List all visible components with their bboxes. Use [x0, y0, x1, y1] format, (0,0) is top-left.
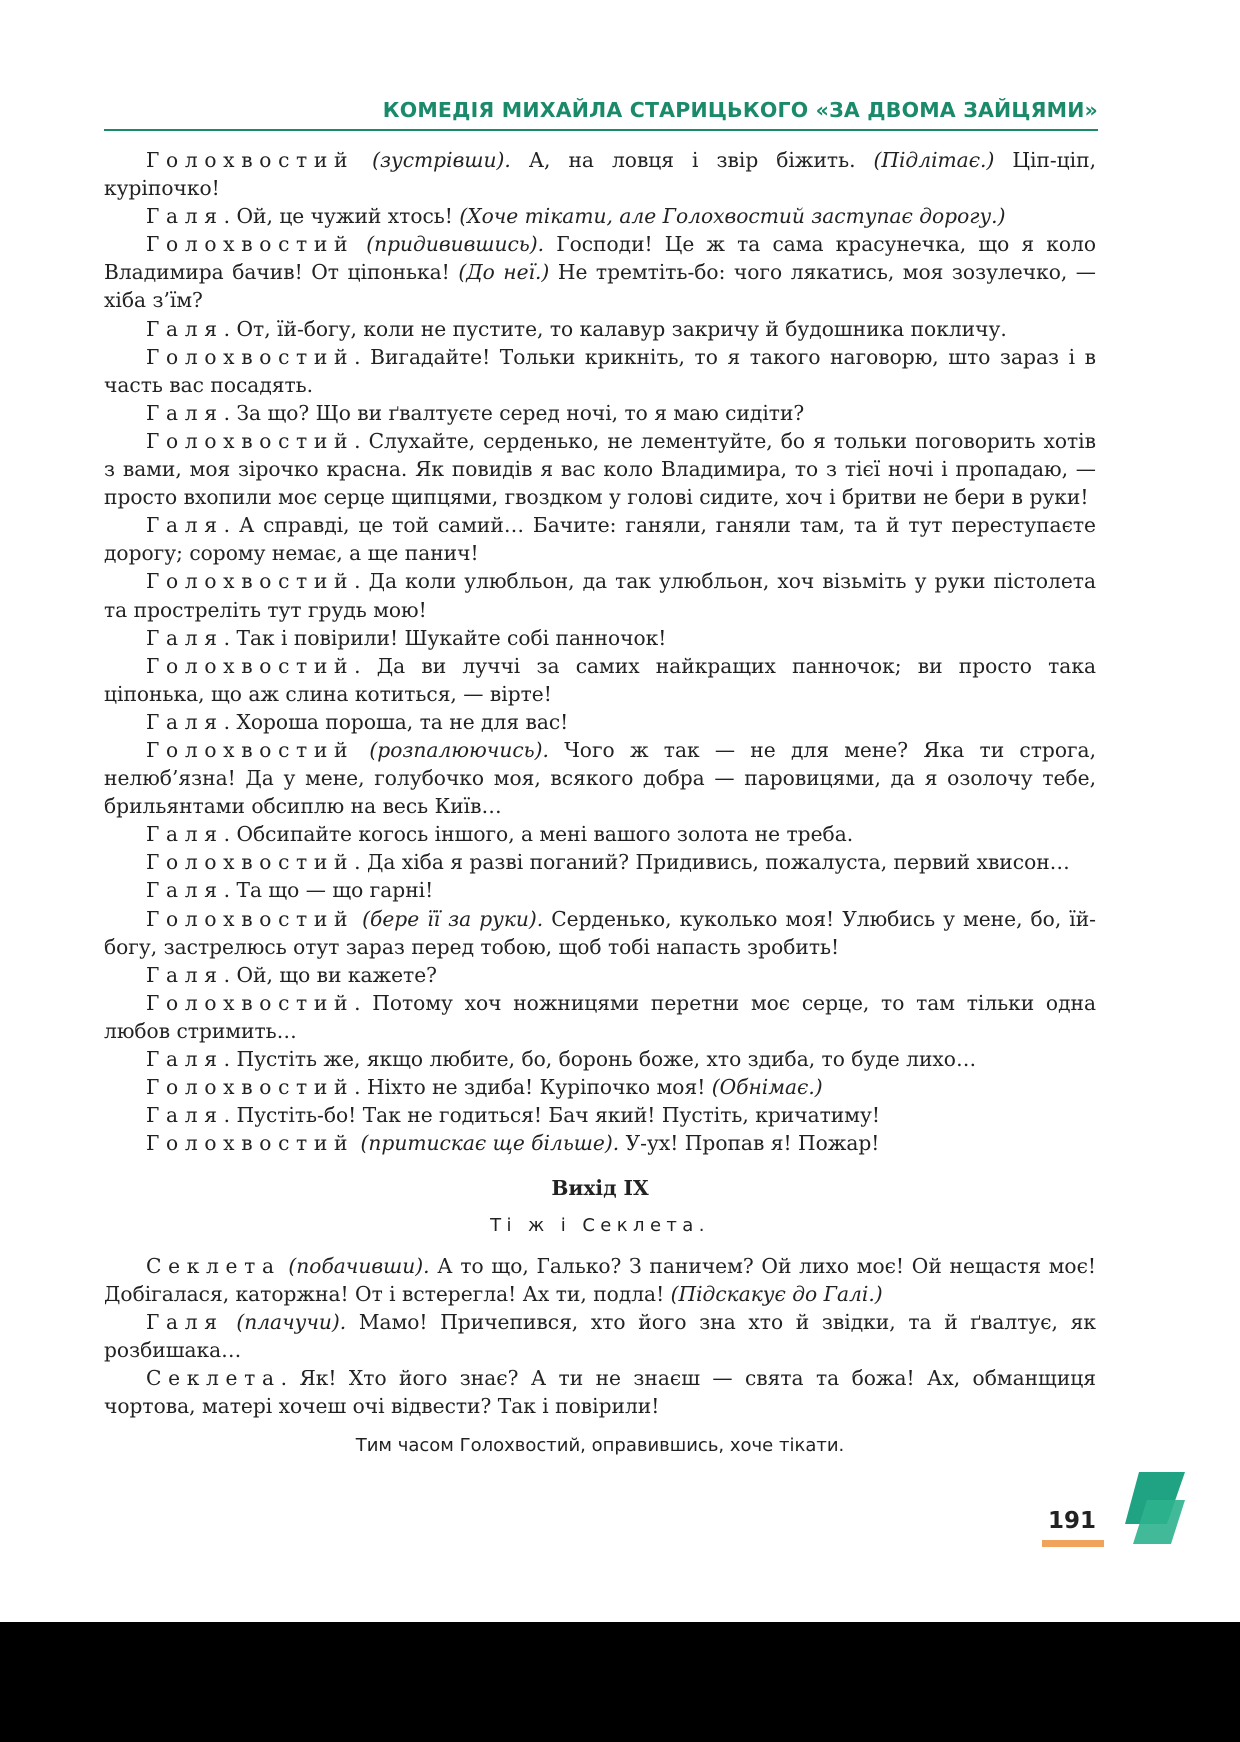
stage-remark: (Обнімає.) — [711, 1075, 823, 1100]
scene-title: Вихід IX — [551, 1176, 649, 1201]
dialogue-line — [104, 624, 1096, 652]
speaker-name: Секлета — [146, 1253, 281, 1278]
speaker-name: Галя — [146, 316, 224, 341]
line-text: . Ой, це чужий хтось! — [223, 204, 460, 229]
dialogue-line — [104, 343, 1096, 399]
stage-remark: (Хоче тікати, але Голохвостий заступає дорогу.) — [459, 204, 1006, 229]
dialogue-line — [104, 230, 1096, 314]
speaker-name: Голохвостий — [146, 148, 355, 172]
speaker-name: Галя — [146, 400, 224, 425]
stage-remark: (плачучи). — [236, 1309, 347, 1334]
dialogue-line — [104, 848, 1096, 876]
line-text: . Обсипайте когось іншого, а мені вашого золота не треба. — [223, 822, 854, 847]
speaker-name: Голохвостий — [146, 344, 355, 369]
speaker-name: Галя — [146, 962, 224, 987]
speaker-name: Галя — [146, 1047, 224, 1071]
line-text: Серденько, куколько моя! Улюбись у мене, бо, їй-богу, застрелюсь отут зараз перед тобою, щоб тобі напасть зробить! — [104, 906, 1096, 959]
dialogue-line — [104, 820, 1096, 848]
speaker-name: Галя — [146, 822, 224, 847]
dialogue-line — [104, 202, 1096, 230]
line-text: Ціп-ціп, куріпочко! — [104, 148, 1096, 201]
speaker-name: Голохвостий — [146, 653, 355, 678]
speaker-name: Галя — [146, 1309, 224, 1334]
line-text: . Да коли улюбльон, да так улюбльон, хоч візьміть у руки пістолета та простреліть тут грудь мою! — [104, 569, 1096, 622]
speaker-name: Голохвостий — [146, 737, 355, 762]
line-text: . Вигадайте! Тольки крикніть, то я такого наговорю, што зараз і в часть вас посадять. — [104, 344, 1096, 397]
line-text: Не тремтіть-бо: чого лякатись, моя зозулечко, — хіба з’їм? — [104, 260, 1096, 313]
dialogue-line — [104, 1073, 1096, 1101]
dialogue-line — [104, 876, 1096, 904]
dialogue-line — [104, 427, 1096, 511]
stage-remark: (зустрівши). — [372, 148, 511, 172]
dialogue-line — [104, 989, 1096, 1045]
speaker-name: Галя — [146, 709, 224, 734]
line-text: . Слухайте, серденько, не лементуйте, бо я тольки поговорить хотів з вами, моя зірочко красна. Як повидів я вас коло Владимира, то з тієї ночі і пропадаю, — просто вхопили моє серце щипцями, гвоздком у голові сидите, хоч і бритви не бери в руки! — [104, 428, 1096, 510]
line-text: А, на ловця і звір біжить. — [510, 148, 874, 172]
line-text: Чого ж так — не для мене? Яка ти строга, нелюб’язна! Да у мене, голубочко моя, всякого добра — паровицями, да я озолочу тебе, брильянтами обсиплю на весь Київ… — [104, 737, 1096, 819]
page-number: 191 — [1047, 1508, 1096, 1534]
speaker-name: Галя — [146, 878, 224, 903]
play-text — [104, 146, 1096, 1460]
line-text: . Пустіть же, якщо любите, бо, боронь боже, хто здиба, то буде лихо… — [223, 1047, 977, 1071]
line-text: . За що? Що ви ґвалтуєте серед ночі, то я маю сидіти? — [223, 400, 805, 425]
speaker-name: Галя — [146, 625, 224, 650]
speaker-name: Голохвостий — [146, 428, 355, 453]
scene-cast: Ті ж і Секлета. — [490, 1215, 710, 1237]
dialogue-line — [104, 567, 1096, 623]
dialogue-line — [104, 399, 1096, 427]
line-text: . От, їй-богу, коли не пустите, то калавур закричу й будошника покличу. — [223, 316, 1007, 341]
dialogue-line — [104, 315, 1096, 343]
stage-remark: (розпалюючись). — [369, 737, 549, 762]
speaker-name: Галя — [146, 513, 224, 538]
line-text: . Да ви луччі за самих найкращих панночок; ви просто така ціпонька, що аж слина котиться, — вірте! — [104, 653, 1096, 706]
running-header: КОМЕДІЯ МИХАЙЛА СТАРИЦЬКОГО «ЗА ДВОМА ЗАЙЦЯМИ» — [382, 98, 1098, 122]
line-text: . Як! Хто його знає? А ти не знаєш — свята та божа! Ах, обманщиця чортова, матері хочеш очі відвести? Так і повірили! — [104, 1365, 1096, 1419]
stage-direction: Тим часом Голохвостий, оправившись, хоче тікати. — [355, 1435, 845, 1457]
corner-decoration-shape — [1125, 1472, 1185, 1552]
line-text: . Ніхто не здиба! Куріпочко моя! — [354, 1075, 712, 1100]
stage-remark: (притискає ще більше). — [360, 1131, 620, 1156]
dialogue-line — [104, 652, 1096, 708]
dialogue-line — [104, 708, 1096, 736]
stage-remark: (До неї.) — [458, 260, 550, 285]
line-text: Господи! Це ж та сама красунечка, що я коло Владимира бачив! От ціпонька! — [104, 232, 1096, 285]
stage-remark: (придивившись). — [366, 232, 545, 257]
line-text: . Да хіба я разві поганий? Придивись, пожалуста, первий хвисон… — [354, 850, 1070, 875]
speaker-name: Голохвостий — [146, 990, 355, 1015]
line-text: . Так і повірили! Шукайте собі панночок! — [223, 625, 667, 650]
line-text: . Потому хоч ножницями перетни моє серце, то там тільки одна любов стримить… — [104, 990, 1096, 1043]
dialogue-line — [104, 1364, 1096, 1420]
page-number-bar — [1042, 1540, 1104, 1547]
line-text: . Хороша пороша, та не для вас! — [223, 709, 569, 734]
speaker-name: Голохвостий — [146, 906, 355, 931]
line-text: А то що, Галько? З паничем? Ой лихо моє! Ой нещастя моє! Добігалася, каторжна! От і встерегла! Ах ти, подла! — [104, 1253, 1096, 1306]
line-text: . Ой, що ви кажете? — [223, 962, 437, 987]
dialogue-line — [104, 1045, 1096, 1073]
dialogue-line — [104, 1129, 1096, 1157]
stage-remark: (бере її за руки). — [362, 906, 544, 931]
dialogue-line — [104, 1252, 1096, 1308]
speaker-name: Галя — [146, 1103, 224, 1128]
line-text: У-ух! Пропав я! Пожар! — [619, 1131, 880, 1156]
line-text: Мамо! Причепився, хто його зна хто й звідки, та й ґвалтує, як розбишака… — [104, 1309, 1096, 1362]
stage-remark: (Підскакує до Галі.) — [670, 1281, 883, 1306]
speaker-name: Голохвостий — [146, 569, 355, 594]
speaker-name: Голохвостий — [146, 232, 355, 257]
line-text: . Пустіть-бо! Так не годиться! Бач який! Пустіть, кричатиму! — [223, 1103, 880, 1128]
speaker-name: Голохвостий — [146, 1075, 355, 1100]
dialogue-line — [104, 905, 1096, 961]
stage-remark: (Підлітає.) — [873, 148, 995, 172]
dialogue-line — [104, 736, 1096, 820]
line-text: . А справді, це той самий… Бачите: ганяли, ганяли там, та й тут переступаєте дорогу; сорому немає, а ще панич! — [104, 513, 1096, 566]
dialogue-line — [104, 1308, 1096, 1364]
speaker-name: Голохвостий — [146, 850, 355, 875]
line-text: . Та що — що гарні! — [223, 878, 434, 903]
dialogue-line — [104, 146, 1096, 202]
header-rule — [104, 129, 1098, 131]
stage-remark: (побачивши). — [288, 1253, 430, 1278]
dialogue-line — [104, 1101, 1096, 1129]
speaker-name: Секлета — [146, 1365, 281, 1390]
dialogue-line — [104, 511, 1096, 567]
speaker-name: Галя — [146, 204, 224, 229]
dialogue-line — [104, 961, 1096, 989]
speaker-name: Голохвостий — [146, 1131, 355, 1156]
